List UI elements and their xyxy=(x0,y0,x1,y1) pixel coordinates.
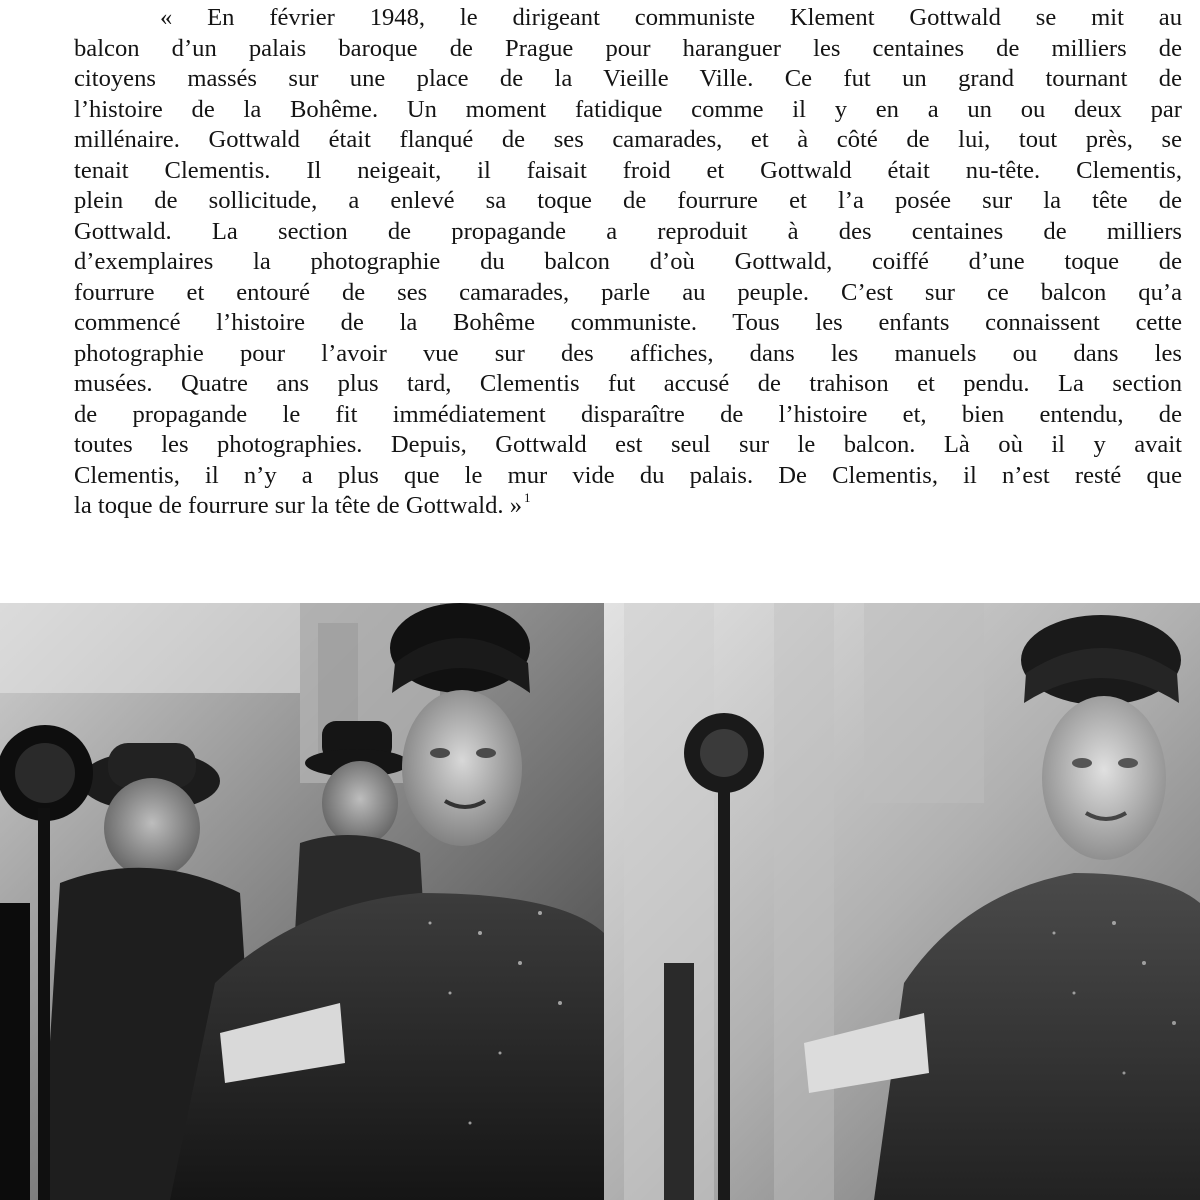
quote-line: Gottwald. La section de propagande a reproduit à des centaines de milliers xyxy=(74,217,1182,245)
photo-comparison xyxy=(0,603,1200,1200)
quote-line: de propagande le fit immédiatement disparaître de l’histoire et, bien entendu, de xyxy=(74,400,1182,428)
quote-line: balcon d’un palais baroque de Prague pour haranguer les centaines de milliers de xyxy=(74,34,1182,62)
quote-line-last xyxy=(74,491,1182,522)
quote-line: musées. Quatre ans plus tard, Clementis fut accusé de trahison et pendu. La section xyxy=(74,370,1182,397)
quote-line: Clementis, il n’y a plus que le mur vide du palais. De Clementis, il n’est resté que xyxy=(74,461,1182,489)
original-photo-image xyxy=(0,603,604,1200)
quote-line: d’exemplaires la photographie du balcon d’où Gottwald, coiffé d’une toque de xyxy=(74,248,1182,275)
retouched-photo-image xyxy=(604,603,1200,1200)
quote-line: l’histoire de la Bohême. Un moment fatidique comme il y en a un ou deux par xyxy=(74,95,1182,123)
quote-line: toutes les photographies. Depuis, Gottwald est seul sur le balcon. Là où il y avait xyxy=(74,431,1182,458)
retouched-photo xyxy=(604,603,1200,1200)
quote-line: « En février 1948, le dirigeant communiste Klement Gottwald se mit au xyxy=(160,4,1182,31)
footnote-marker: 1 xyxy=(524,490,531,505)
quote-line: fourrure et entouré de ses camarades, parle au peuple. C’est sur ce balcon qu’a xyxy=(74,278,1182,306)
quote-line-text: la toque de fourrure sur la tête de Gottwald. » xyxy=(74,492,522,519)
quote-paragraph xyxy=(74,3,1182,522)
original-photo xyxy=(0,603,604,1200)
quote-line: commencé l’histoire de la Bohême communiste. Tous les enfants connaissent cette xyxy=(74,309,1182,336)
quote-line: citoyens massés sur une place de la Vieille Ville. Ce fut un grand tournant de xyxy=(74,65,1182,92)
quote-line: plein de sollicitude, a enlevé sa toque de fourrure et l’a posée sur la tête de xyxy=(74,187,1182,214)
quote-line: photographie pour l’avoir vue sur des affiches, dans les manuels ou dans les xyxy=(74,339,1182,367)
quote-line: tenait Clementis. Il neigeait, il faisait froid et Gottwald était nu-tête. Clementis, xyxy=(74,156,1182,184)
quote-line: millénaire. Gottwald était flanqué de ses camarades, et à côté de lui, tout près, se xyxy=(74,126,1182,153)
